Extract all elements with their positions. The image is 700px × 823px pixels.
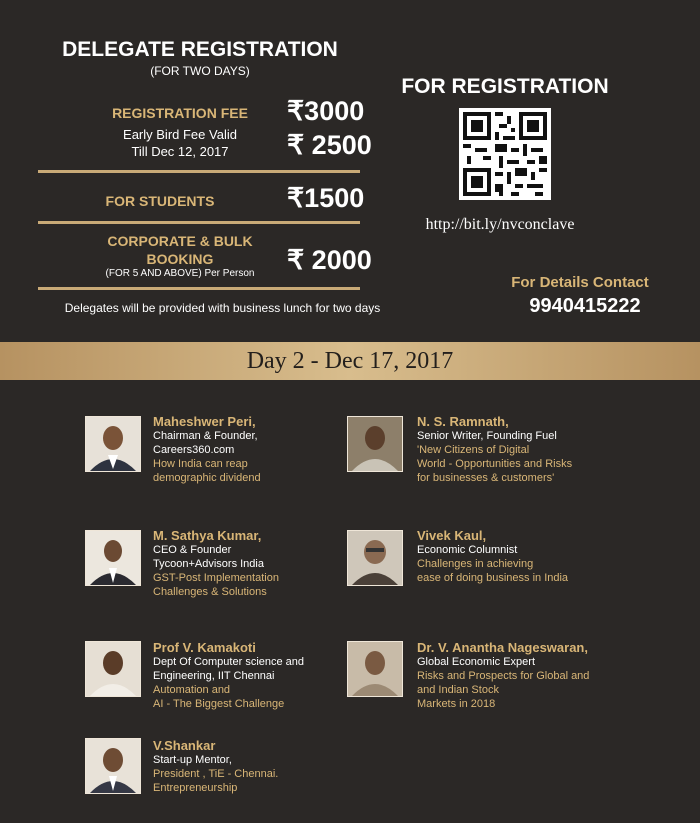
- speaker-name: Vivek Kaul,: [417, 528, 487, 543]
- speaker-topic: Challenges & Solutions: [153, 586, 267, 598]
- speaker-topic: Automation and: [153, 684, 231, 696]
- speaker-topic: How India can reap: [153, 458, 248, 470]
- early-bird-price: ₹ 2500: [287, 130, 372, 160]
- speaker-role: Global Economic Expert: [417, 656, 535, 668]
- speaker-photo-ns-ramnath: [347, 416, 403, 472]
- speaker-role: Engineering, IIT Chennai: [153, 670, 275, 682]
- speaker-topic: 'New Citizens of Digital: [417, 444, 530, 456]
- speaker-photo-sathya-kumar: [85, 530, 141, 586]
- speaker-topic: AI - The Biggest Challenge: [153, 698, 285, 710]
- divider-3: [38, 287, 360, 290]
- speaker-photo-vivek-kaul: [347, 530, 403, 586]
- speaker-v-shankar: [153, 738, 403, 795]
- speaker-role: Tycoon+Advisors India: [153, 558, 264, 570]
- registration-url-link[interactable]: http://bit.ly/nvconclave: [425, 216, 575, 233]
- qr-code-icon[interactable]: [459, 108, 551, 200]
- speaker-role: Dept Of Computer science and: [153, 656, 305, 668]
- delegate-subtitle: (FOR TWO DAYS): [150, 64, 250, 78]
- speaker-topic: Markets in 2018: [417, 698, 496, 710]
- students-label: FOR STUDENTS: [105, 193, 215, 209]
- speaker-name: M. Sathya Kumar,: [153, 528, 262, 543]
- speaker-anantha-nageswaran: [417, 640, 667, 711]
- speaker-name: Maheshwer Peri,: [153, 414, 256, 429]
- registration-fee-label: REGISTRATION FEE: [112, 105, 248, 121]
- speaker-photo-v-shankar: [85, 738, 141, 794]
- speaker-role: Start-up Mentor,: [153, 754, 232, 766]
- delegate-title: DELEGATE REGISTRATION: [62, 38, 338, 61]
- speaker-role: Senior Writer, Founding Fuel: [417, 430, 557, 442]
- speaker-role: Economic Columnist: [417, 544, 518, 556]
- lunch-note: Delegates will be provided with business lunch for two days: [64, 301, 381, 315]
- divider-1: [38, 170, 360, 173]
- speaker-name: Prof V. Kamakoti: [153, 640, 256, 655]
- speaker-photo-maheshwer-peri: [85, 416, 141, 472]
- speaker-ns-ramnath: [417, 414, 667, 485]
- day-label: Day 2 - Dec 17, 2017: [246, 348, 454, 374]
- registration-fee-price: ₹3000: [287, 96, 365, 126]
- divider-2: [38, 221, 360, 224]
- students-price: ₹1500: [287, 183, 365, 213]
- speaker-topic: ease of doing business in India: [417, 572, 569, 584]
- speaker-topic: for businesses & customers': [417, 472, 555, 484]
- corporate-note: (FOR 5 AND ABOVE) Per Person: [105, 268, 255, 279]
- speaker-topic: and Indian Stock: [417, 684, 499, 696]
- speaker-name: N. S. Ramnath,: [417, 414, 509, 429]
- corporate-label-line2: BOOKING: [146, 251, 214, 267]
- speaker-topic: Risks and Prospects for Global and: [417, 670, 590, 682]
- registration-title: FOR REGISTRATION: [401, 75, 609, 98]
- speaker-topic: World - Opportunities and Risks: [417, 458, 573, 470]
- speaker-topic: demographic dividend: [153, 472, 261, 484]
- speaker-topic: GST-Post Implementation: [153, 572, 279, 584]
- speaker-role: Chairman & Founder,: [153, 430, 258, 442]
- contact-phone[interactable]: 9940415222: [529, 295, 641, 317]
- speaker-topic: Challenges in achieving: [417, 558, 534, 570]
- speaker-name: V.Shankar: [153, 738, 216, 753]
- early-bird-line2: Till Dec 12, 2017: [131, 144, 229, 159]
- speaker-vivek-kaul: [417, 528, 667, 585]
- speaker-photo-v-kamakoti: [85, 641, 141, 697]
- speaker-photo-anantha-nageswaran: [347, 641, 403, 697]
- details-contact-label: For Details Contact: [511, 274, 649, 291]
- corporate-price: ₹ 2000: [287, 245, 372, 275]
- speaker-topic: Entrepreneurship: [153, 782, 238, 794]
- early-bird-line1: Early Bird Fee Valid: [123, 127, 237, 142]
- speaker-role: Careers360.com: [153, 444, 235, 456]
- speaker-topic: President , TiE - Chennai.: [153, 768, 279, 780]
- speaker-role: CEO & Founder: [153, 544, 232, 556]
- corporate-label-line1: CORPORATE & BULK: [107, 233, 253, 249]
- speaker-name: Dr. V. Anantha Nageswaran,: [417, 640, 588, 655]
